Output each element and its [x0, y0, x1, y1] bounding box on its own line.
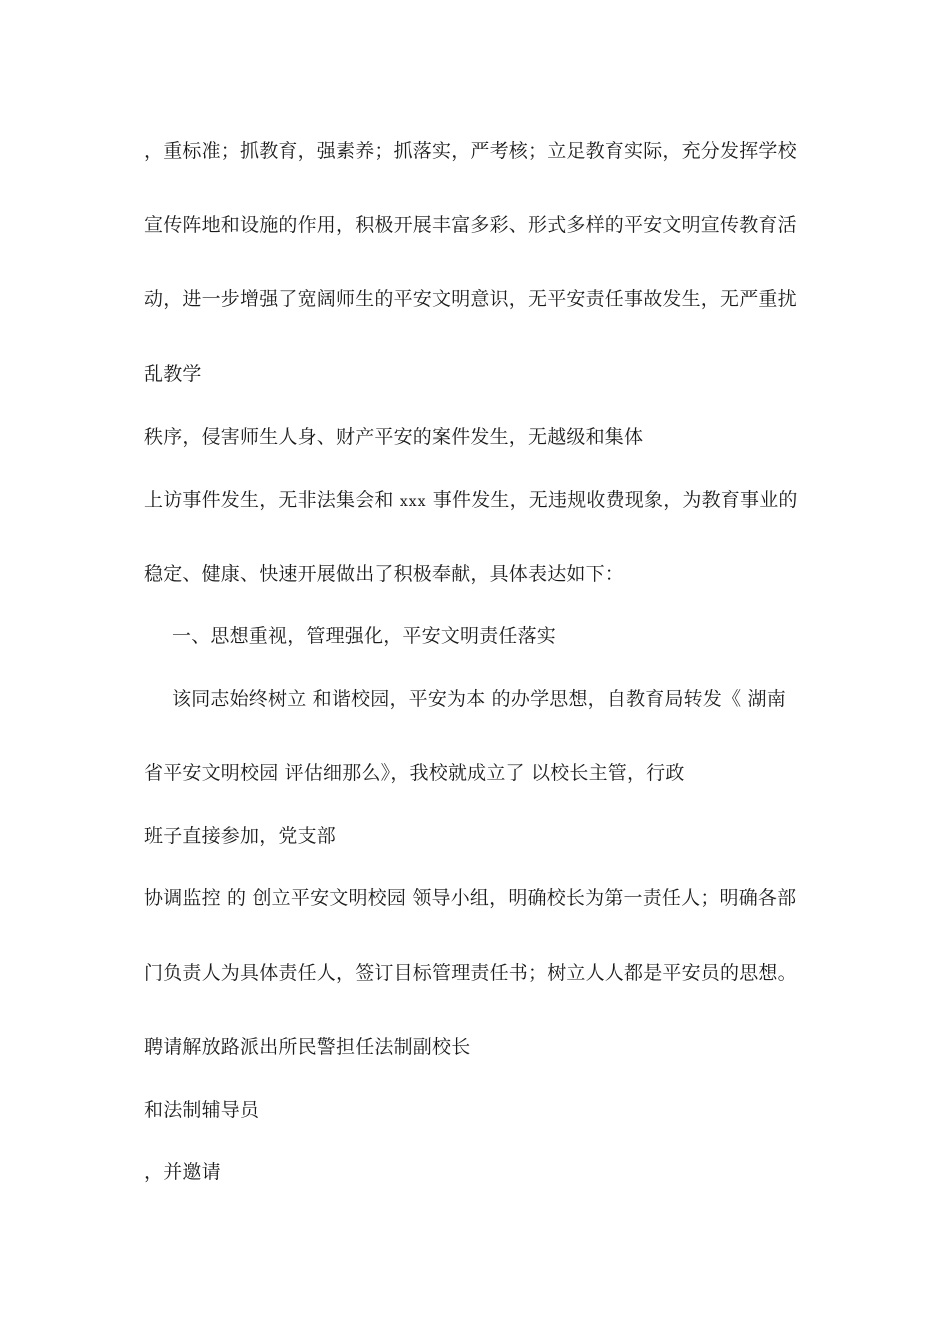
text-line-6-part3: 事件发生，无违规收费现象，为教育事业的	[432, 489, 798, 511]
text-line-9: 该同志始终树立 和谐校园，平安为本 的办学思想，自教育局转发《 湖南	[172, 688, 786, 710]
text-line-15: 和法制辅导员	[144, 1099, 260, 1121]
text-line-1: ，重标准；抓教育，强素养；抓落实，严考核；立足教育实际，充分发挥学校	[144, 140, 797, 162]
text-line-3: 动，进一步增强了宽阔师生的平安文明意识，无平安责任事故发生，无严重扰	[144, 288, 797, 310]
text-line-11: 班子直接参加，党支部	[144, 825, 337, 847]
text-line-6	[144, 488, 798, 514]
text-line-5: 秩序，侵害师生人身、财产平安的案件发生，无越级和集体	[144, 426, 644, 448]
text-line-6-placeholder: xxx	[399, 494, 427, 510]
text-line-7: 稳定、健康、快速开展做出了积极奉献，具体表达如下：	[144, 563, 625, 585]
text-line-6-part1: 上访事件发生，无非法集会和	[144, 489, 394, 511]
text-line-12: 协调监控 的 创立平安文明校园 领导小组，明确校长为第一责任人；明确各部	[144, 887, 797, 909]
text-line-2: 宣传阵地和设施的作用，积极开展丰富多彩、形式多样的平安文明宣传教育活	[144, 214, 797, 236]
section-heading: 一、思想重视，管理强化，平安文明责任落实	[172, 625, 557, 647]
text-line-14: 聘请解放路派出所民警担任法制副校长	[144, 1036, 471, 1058]
text-line-10: 省平安文明校园 评估细那么》，我校就成立了 以校长主管，行政	[144, 762, 685, 784]
text-line-13: 门负责人为具体责任人，签订目标管理责任书；树立人人都是平安员的思想。	[144, 962, 797, 984]
text-line-16: ，并邀请	[144, 1161, 221, 1183]
text-line-4: 乱教学	[144, 363, 202, 385]
